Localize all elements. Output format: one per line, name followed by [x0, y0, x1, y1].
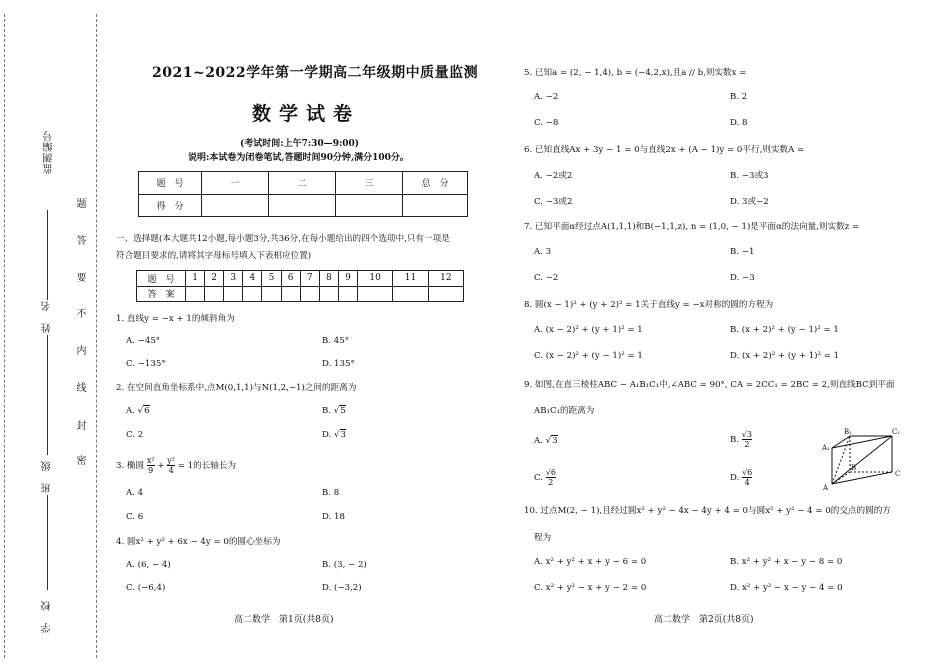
q7-option-b: B. −1: [730, 247, 755, 257]
q10-option-d: D. x² + y² − x − y − 4 = 0: [730, 583, 843, 593]
q8-option-c: C. (x − 2)² + (y − 1)² = 1: [534, 351, 643, 361]
q4-option-c: C. (−6,4): [126, 583, 166, 593]
q9-option-c: C. $\frac{√6}{2}$: [534, 468, 556, 487]
answer-num: 9: [338, 271, 357, 287]
answer-num: 12: [428, 271, 463, 287]
score-cell[interactable]: [336, 194, 403, 217]
answer-num: 5: [262, 271, 281, 287]
q3-option-c: C. 6: [126, 512, 144, 522]
question-9: 9. 如图,在直三棱柱ABC − A₁B₁C₁中,∠ABC = 90°, CA = 2CC₁ = 2BC = 2,则直线BC到平面: [524, 380, 895, 390]
seal-char-3: 要: [74, 272, 85, 283]
answer-num: 4: [243, 271, 262, 287]
q2-option-c: C. 2: [126, 430, 144, 440]
score-col-total: 总 分: [403, 172, 468, 195]
seal-char-6: 线: [74, 382, 85, 393]
score-table: [138, 171, 468, 217]
answer-cell[interactable]: [243, 286, 262, 302]
score-cell[interactable]: [269, 194, 336, 217]
exam-note: 说明:本试卷为闭卷笔试,答题时间90分钟,满分100分。: [188, 153, 409, 163]
answer-num: 7: [300, 271, 319, 287]
q5-option-c: C. −8: [534, 118, 559, 128]
class-blank: [47, 495, 48, 590]
answer-num: 11: [393, 271, 428, 287]
label-c: C: [895, 470, 901, 478]
answer-header: 题 号: [137, 271, 186, 287]
exam-title: 2021~2022学年第一学期高二年级期中质量监测: [152, 65, 479, 81]
q10-option-c: C. x² + y² − x + y − 2 = 0: [534, 583, 647, 593]
q3-option-d: D. 18: [322, 512, 345, 522]
q4-option-b: B. (3, − 2): [322, 560, 367, 570]
cut-line: [4, 14, 5, 658]
answer-row-label: 答 案: [137, 286, 186, 302]
q4-option-a: A. (6, − 4): [126, 560, 171, 570]
name-label: 姓 名: [42, 300, 53, 333]
question-5: 5. 已知a = (2, − 1,4), b = (−4,2,x),且a // b,则实数x =: [524, 68, 747, 78]
q2-option-b: B. √5: [322, 406, 346, 416]
q10-option-b: B. x² + y² + x − y − 8 = 0: [730, 557, 843, 567]
question-3: 3. 椭圆 $\frac{\text{x²}}{9}$ + $\frac{\text{y²}}{4}$ = 1的长轴长为: [116, 456, 237, 475]
page1-footer: 高二数学 第1页(共8页): [234, 615, 334, 625]
q4-option-d: D. (−3,2): [322, 583, 362, 593]
seal-char-7: 封: [74, 420, 85, 431]
question-6: 6. 已知直线Ax + 3y − 1 = 0与直线2x + (A − 1)y = 0平行,则实数A =: [524, 145, 805, 155]
q6-option-a: A. −2或2: [534, 171, 573, 181]
answer-cell[interactable]: [357, 286, 392, 302]
page2-footer: 高二数学 第2页(共8页): [654, 615, 754, 625]
label-a: A: [823, 484, 829, 492]
answer-num: 6: [281, 271, 300, 287]
answer-cell[interactable]: [262, 286, 281, 302]
q9-option-b: B. $\frac{√3}{2}$: [730, 430, 752, 449]
question-10: 10. 过点M(2, − 1),且经过圆x² + y² − 4x − 4y + 4 = 0与圆x² + y² − 4 = 0的交点的圆的方: [524, 506, 891, 516]
q8-option-d: D. (x + 2)² + (y + 1)² = 1: [730, 351, 840, 361]
binding-margin: [0, 0, 108, 672]
q6-option-d: D. 3或−2: [730, 197, 769, 207]
section1-instructions: 一、选择题(本大题共12小题,每小题3分,共36分,在每小题给出的四个选项中,只有一项是: [116, 234, 450, 244]
q10-option-a: A. x² + y² + x + y − 6 = 0: [534, 557, 647, 567]
answer-num: 2: [205, 271, 224, 287]
seal-char-2: 答: [74, 235, 85, 246]
score-cell[interactable]: [202, 194, 269, 217]
score-col-1: 一: [202, 172, 269, 195]
answer-cell[interactable]: [281, 286, 300, 302]
answer-num: 3: [224, 271, 243, 287]
q5-option-d: D. 8: [730, 118, 748, 128]
edge-ac: [832, 472, 892, 484]
question-1: 1. 直线y = −x + 1的倾斜角为: [116, 314, 235, 324]
question-9-cont: AB₁C₁的距离为: [534, 406, 595, 416]
q1-option-a: A. −45°: [126, 336, 161, 346]
label-b1: B₁: [844, 428, 852, 436]
score-col-3: 三: [336, 172, 403, 195]
q1-option-b: B. 45°: [322, 336, 350, 346]
q7-option-c: C. −2: [534, 273, 559, 283]
prism-figure: [820, 428, 906, 492]
q3-option-a: A. 4: [126, 488, 144, 498]
subject-title: 数学试卷: [252, 103, 361, 125]
label-b: B: [851, 464, 857, 472]
score-cell[interactable]: [403, 194, 468, 217]
seal-char-5: 内: [74, 345, 85, 356]
q3-option-b: B. 8: [322, 488, 340, 498]
question-4: 4. 圆x² + y² + 6x − 4y = 0的圆心坐标为: [116, 537, 281, 547]
score-header: 题 号: [139, 172, 202, 195]
q5-option-a: A. −2: [534, 92, 559, 102]
answer-cell[interactable]: [186, 286, 205, 302]
question-8: 8. 圆(x − 1)² + (y + 2)² = 1关于直线y = −x对称的圆的方程为: [524, 300, 774, 310]
answer-cell[interactable]: [224, 286, 243, 302]
answer-num: 1: [186, 271, 205, 287]
q6-option-b: B. −3或3: [730, 171, 769, 181]
question-10-cont: 程为: [534, 533, 552, 543]
answer-cell[interactable]: [393, 286, 428, 302]
seal-char-4: 不: [74, 308, 85, 319]
score-row-label: 得 分: [139, 194, 202, 217]
class-label: 班 级: [42, 460, 53, 493]
answer-cell[interactable]: [300, 286, 319, 302]
q7-option-d: D. −3: [730, 273, 755, 283]
answer-table: [136, 270, 464, 302]
q1-option-c: C. −135°: [126, 359, 166, 369]
answer-num: 10: [357, 271, 392, 287]
q9-option-a: A. √3: [534, 436, 558, 446]
q8-option-a: A. (x − 2)² + (y + 1)² = 1: [534, 325, 643, 335]
answer-cell[interactable]: [205, 286, 224, 302]
q8-option-b: B. (x + 2)² + (y − 1)² = 1: [730, 325, 839, 335]
q9-option-d: D. $\frac{√6}{4}$: [730, 468, 753, 487]
monitor-id-label: 监测编号: [44, 130, 55, 174]
q2-option-a: A. √6: [126, 406, 150, 416]
q2-option-d: D. √3: [322, 430, 347, 440]
section1-instructions-cont: 符合题目要求的,请将其字母标号填入下表相应位置): [116, 251, 312, 261]
answer-cell[interactable]: [319, 286, 338, 302]
seal-char-1: 题: [74, 198, 85, 209]
name-blank: [47, 335, 48, 455]
q1-option-d: D. 135°: [322, 359, 355, 369]
label-c1: C₁: [892, 428, 901, 436]
school-label: 学 校: [42, 600, 53, 633]
exam-time: (考试时间:上午7:30—9:00): [240, 139, 360, 149]
answer-num: 8: [319, 271, 338, 287]
score-col-2: 二: [269, 172, 336, 195]
q7-option-a: A. 3: [534, 247, 552, 257]
q6-option-c: C. −3或2: [534, 197, 573, 207]
seal-char-8: 密: [74, 455, 85, 466]
label-a1: A₁: [822, 444, 830, 452]
q5-option-b: B. 2: [730, 92, 748, 102]
question-2: 2. 在空间直角坐标系中,点M(0,1,1)与N(1,2,−1)之间的距离为: [116, 383, 357, 393]
monitor-id-blank: [47, 210, 48, 300]
seal-line: [96, 14, 97, 658]
answer-cell[interactable]: [428, 286, 463, 302]
answer-cell[interactable]: [338, 286, 357, 302]
question-7: 7. 已知平面α经过点A(1,1,1)和B(−1,1,z), n = (1,0, − 1)是平面α的法向量,则实数z =: [524, 222, 860, 232]
